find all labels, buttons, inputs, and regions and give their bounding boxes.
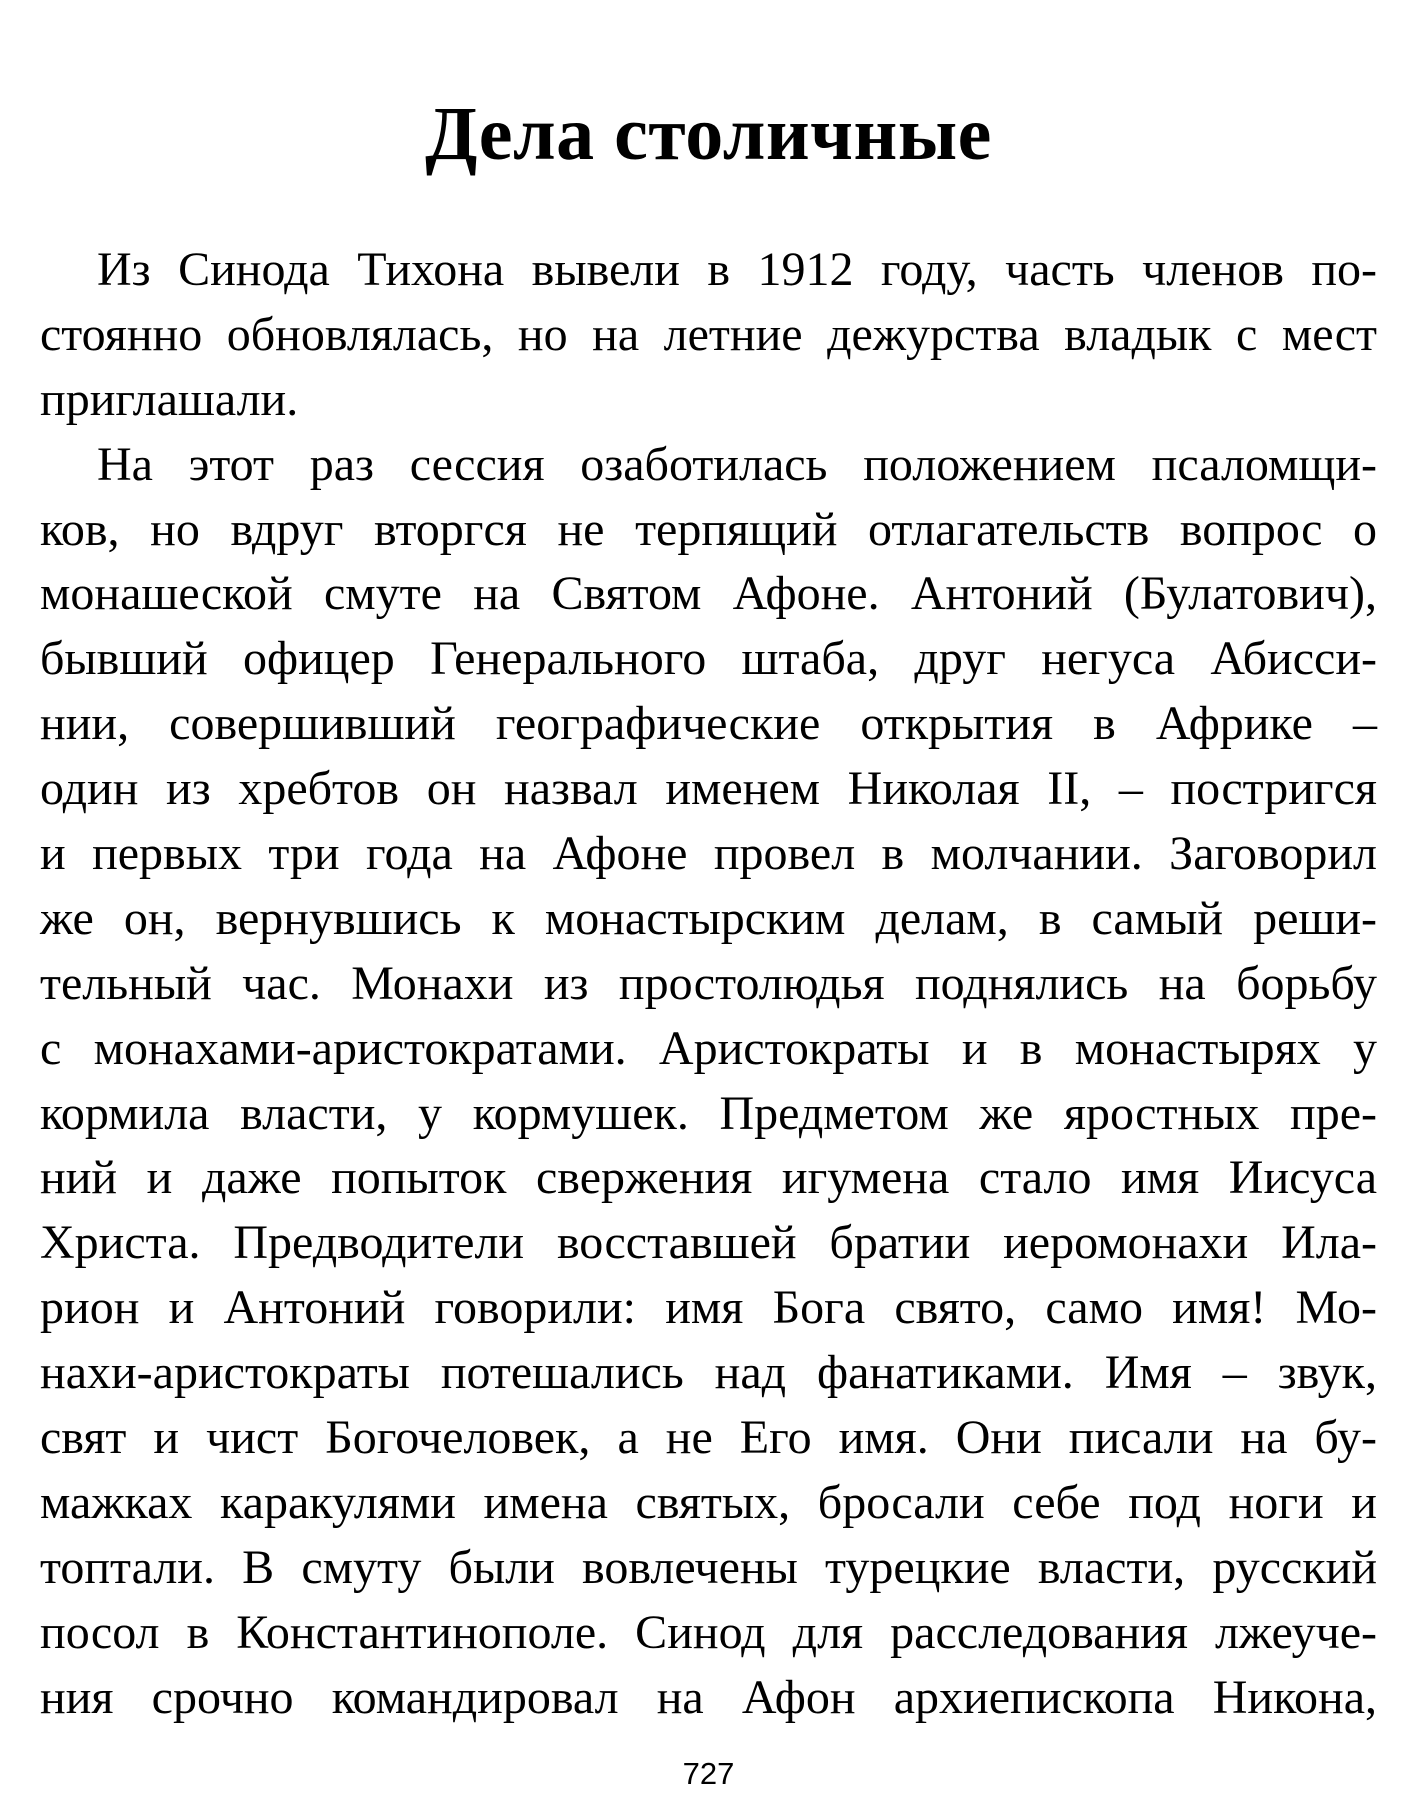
text-line: мажках каракулями имена святых, бросали себе под ноги и bbox=[40, 1475, 1377, 1529]
chapter-title: Дела столичные bbox=[425, 92, 992, 176]
text-line: На этот раз сессия озаботилась положением псаломщи- bbox=[97, 437, 1377, 491]
text-line: кормила власти, у кормушек. Предметом же яростных пре- bbox=[40, 1086, 1377, 1140]
text-line: и первых три года на Афоне провел в молчании. Заговорил bbox=[40, 827, 1377, 881]
text-line: тельный час. Монахи из простолюдья поднялись на борьбу bbox=[40, 956, 1377, 1010]
body-text bbox=[40, 238, 1377, 1730]
text-line: Из Синода Тихона вывели в 1912 году, часть членов по- bbox=[97, 243, 1377, 296]
text-line: посол в Константинополе. Синод для расследования лжеуче- bbox=[40, 1605, 1377, 1659]
text-line: ков, но вдруг вторгся не терпящий отлагательств вопрос о bbox=[40, 502, 1377, 556]
paragraph-2 bbox=[40, 433, 1377, 1731]
text-line: приглашали. bbox=[40, 372, 299, 426]
paragraph-1 bbox=[40, 238, 1377, 433]
text-line: один из хребтов он назвал именем Николая II, – постригся bbox=[40, 762, 1377, 816]
text-line: Христа. Предводители восставшей братии иеромонахи Ила- bbox=[40, 1216, 1377, 1270]
text-line: стоянно обновлялась, но на летние дежурства владык с мест bbox=[40, 307, 1377, 361]
text-line: рион и Антоний говорили: имя Бога свято, само имя! Мо- bbox=[40, 1281, 1377, 1335]
text-line: ний и даже попыток свержения игумена стало имя Иисуса bbox=[40, 1151, 1377, 1205]
page-number: 727 bbox=[682, 1756, 735, 1791]
text-line: бывший офицер Генерального штаба, друг негуса Абисси- bbox=[40, 632, 1377, 686]
book-page bbox=[40, 0, 1377, 1807]
text-line: же он, вернувшись к монастырским делам, в самый реши- bbox=[40, 891, 1377, 945]
text-line: ния срочно командировал на Афон архиепископа Никона, bbox=[40, 1670, 1377, 1724]
text-line: топтали. В смуту были вовлечены турецкие власти, русский bbox=[40, 1540, 1377, 1594]
text-line: монашеской смуте на Святом Афоне. Антоний (Булатович), bbox=[40, 567, 1377, 621]
text-line: свят и чист Богочеловек, а не Его имя. Они писали на бу- bbox=[40, 1411, 1377, 1465]
text-line: нахи-аристократы потешались над фанатиками. Имя – звук, bbox=[40, 1346, 1377, 1400]
text-line: нии, совершивший географические открытия в Африке – bbox=[40, 697, 1377, 751]
text-line: с монахами-аристократами. Аристократы и в монастырях у bbox=[40, 1021, 1377, 1075]
